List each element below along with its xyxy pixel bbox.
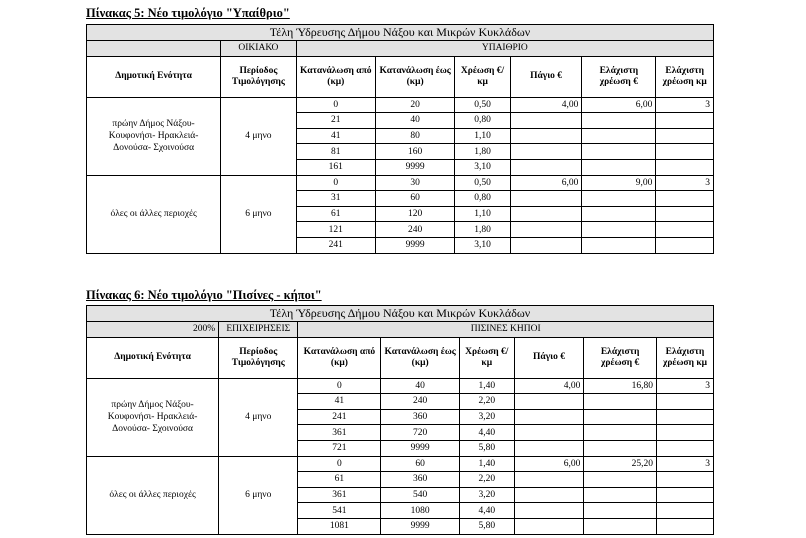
column-header: Κατανάλωση έως (κμ): [381, 337, 459, 378]
consumption-from: 0: [298, 456, 381, 472]
consumption-from: 0: [296, 97, 375, 113]
minimum-charge-m3: [656, 206, 714, 222]
column-header: Ελάχιστη χρέωση κμ: [656, 337, 713, 378]
consumption-to: 60: [375, 191, 454, 207]
charge-per-m3: 5,80: [459, 440, 514, 456]
consumption-to: 9999: [375, 159, 454, 175]
billing-period: 6 μηνο: [221, 175, 296, 253]
minimum-charge: 16,80: [584, 378, 657, 394]
fixed-fee: 6,00: [510, 175, 582, 191]
minimum-charge: [582, 206, 656, 222]
consumption-to: 540: [381, 487, 459, 503]
minimum-charge: [584, 472, 657, 488]
minimum-charge-m3: [656, 159, 714, 175]
minimum-charge: [584, 503, 657, 519]
minimum-charge: [584, 440, 657, 456]
column-header: Περίοδος Τιμολόγησης: [219, 337, 298, 378]
category-label: ΟΙΚΙΑΚΟ: [221, 41, 296, 57]
tariff-type: ΥΠΑΙΘΡΙΟ: [296, 41, 713, 57]
column-header: Δημοτική Ενότητα: [87, 337, 219, 378]
column-header: Ελάχιστη χρέωση €: [584, 337, 657, 378]
fixed-fee: [514, 472, 584, 488]
minimum-charge: [584, 425, 657, 441]
consumption-from: 41: [298, 394, 381, 410]
billing-period: 4 μηνο: [221, 97, 296, 175]
consumption-from: 721: [298, 440, 381, 456]
fixed-fee: [514, 394, 584, 410]
column-header: Χρέωση €/κμ: [455, 56, 510, 97]
fixed-fee: 6,00: [514, 456, 584, 472]
consumption-from: 121: [296, 222, 375, 238]
consumption-to: 1080: [381, 503, 459, 519]
minimum-charge: 9,00: [582, 175, 656, 191]
minimum-charge-m3: 3: [656, 97, 714, 113]
minimum-charge: [582, 191, 656, 207]
minimum-charge: [584, 394, 657, 410]
minimum-charge-m3: [656, 503, 713, 519]
column-header: Ελάχιστη χρέωση κμ: [656, 56, 714, 97]
consumption-from: 161: [296, 159, 375, 175]
consumption-from: 61: [298, 472, 381, 488]
table-row: [87, 97, 714, 113]
minimum-charge-m3: [656, 518, 713, 534]
consumption-to: 360: [381, 409, 459, 425]
tariff-table-pools-gardens: [86, 305, 714, 535]
table-row: [87, 456, 714, 472]
minimum-charge: [582, 237, 656, 253]
category-row: [87, 41, 714, 57]
minimum-charge: [582, 159, 656, 175]
title-row: [87, 25, 714, 41]
charge-per-m3: 1,10: [455, 206, 510, 222]
consumption-from: 31: [296, 191, 375, 207]
charge-per-m3: 0,80: [455, 191, 510, 207]
consumption-to: 30: [375, 175, 454, 191]
charge-per-m3: 1,80: [455, 144, 510, 160]
charge-per-m3: 1,40: [459, 456, 514, 472]
consumption-from: 0: [298, 378, 381, 394]
minimum-charge: [584, 409, 657, 425]
column-header: Δημοτική Ενότητα: [87, 56, 221, 97]
header-row: [87, 56, 714, 97]
fixed-fee: [510, 159, 582, 175]
table-row: [87, 175, 714, 191]
fixed-fee: [510, 206, 582, 222]
column-header: Κατανάλωση από (κμ): [298, 337, 381, 378]
consumption-to: 60: [381, 456, 459, 472]
municipal-unit: όλες οι άλλες περιοχές: [87, 456, 219, 534]
consumption-to: 9999: [381, 518, 459, 534]
table-title: Τέλη Ύδρευσης Δήμου Νάξου και Μικρών Κυκλάδων: [87, 306, 714, 322]
minimum-charge: [582, 128, 656, 144]
fixed-fee: [514, 440, 584, 456]
charge-per-m3: 4,40: [459, 503, 514, 519]
minimum-charge-m3: [656, 237, 714, 253]
municipal-unit: όλες οι άλλες περιοχές: [87, 175, 221, 253]
consumption-to: 240: [375, 222, 454, 238]
table5-caption: Πίνακας 5: Νέο τιμολόγιο "Υπαίθριο": [86, 6, 290, 20]
consumption-to: 360: [381, 472, 459, 488]
fixed-fee: [514, 503, 584, 519]
column-header: Κατανάλωση από (κμ): [296, 56, 375, 97]
charge-per-m3: 4,40: [459, 425, 514, 441]
fixed-fee: [510, 144, 582, 160]
fixed-fee: [510, 128, 582, 144]
consumption-to: 160: [375, 144, 454, 160]
consumption-to: 120: [375, 206, 454, 222]
consumption-from: 61: [296, 206, 375, 222]
table6-caption: Πίνακας 6: Νέο τιμολόγιο "Πισίνες - κήποι": [86, 288, 322, 302]
category-label: ΕΠΙΧΕΙΡΗΣΕΙΣ: [219, 322, 298, 338]
minimum-charge-m3: [656, 394, 713, 410]
charge-per-m3: 3,10: [455, 159, 510, 175]
consumption-from: 241: [298, 409, 381, 425]
consumption-to: 720: [381, 425, 459, 441]
consumption-from: 541: [298, 503, 381, 519]
minimum-charge: 6,00: [582, 97, 656, 113]
consumption-to: 20: [375, 97, 454, 113]
consumption-from: 81: [296, 144, 375, 160]
fixed-fee: [510, 237, 582, 253]
fixed-fee: 4,00: [514, 378, 584, 394]
consumption-to: 240: [381, 394, 459, 410]
minimum-charge: [584, 487, 657, 503]
fixed-fee: [514, 518, 584, 534]
consumption-from: 41: [296, 128, 375, 144]
column-header: Ελάχιστη χρέωση €: [582, 56, 656, 97]
minimum-charge: 25,20: [584, 456, 657, 472]
municipal-unit: πρώην Δήμος Νάξου-Κουφονήσι- Ηρακλειά-Δονούσα- Σχοινούσα: [87, 378, 219, 456]
consumption-to: 80: [375, 128, 454, 144]
category-row: [87, 322, 714, 338]
billing-period: 4 μηνο: [219, 378, 298, 456]
consumption-from: 361: [298, 487, 381, 503]
municipal-unit: πρώην Δήμος Νάξου-Κουφονήσι- Ηρακλειά-Δονούσα- Σχοινούσα: [87, 97, 221, 175]
minimum-charge-m3: 3: [656, 378, 713, 394]
charge-per-m3: 0,50: [455, 97, 510, 113]
charge-per-m3: 1,80: [455, 222, 510, 238]
minimum-charge-m3: [656, 144, 714, 160]
fixed-fee: [514, 487, 584, 503]
category-note: 200%: [87, 322, 219, 338]
header-row: [87, 337, 714, 378]
minimum-charge-m3: 3: [656, 456, 713, 472]
charge-per-m3: 3,10: [455, 237, 510, 253]
charge-per-m3: 5,80: [459, 518, 514, 534]
consumption-from: 241: [296, 237, 375, 253]
minimum-charge-m3: [656, 440, 713, 456]
fixed-fee: [514, 425, 584, 441]
minimum-charge-m3: [656, 487, 713, 503]
column-header: Πάγιο €: [514, 337, 584, 378]
consumption-to: 40: [375, 113, 454, 129]
fixed-fee: [510, 191, 582, 207]
tariff-type: ΠΙΣΙΝΕΣ ΚΗΠΟΙ: [298, 322, 714, 338]
title-row: [87, 306, 714, 322]
column-header: Χρέωση €/κμ: [459, 337, 514, 378]
minimum-charge: [582, 113, 656, 129]
consumption-from: 1081: [298, 518, 381, 534]
column-header: Κατανάλωση έως (κμ): [375, 56, 454, 97]
minimum-charge: [582, 222, 656, 238]
minimum-charge: [582, 144, 656, 160]
minimum-charge-m3: [656, 191, 714, 207]
table-row: [87, 378, 714, 394]
charge-per-m3: 1,40: [459, 378, 514, 394]
minimum-charge-m3: 3: [656, 175, 714, 191]
fixed-fee: [514, 409, 584, 425]
charge-per-m3: 0,50: [455, 175, 510, 191]
consumption-from: 21: [296, 113, 375, 129]
consumption-to: 9999: [375, 237, 454, 253]
minimum-charge-m3: [656, 222, 714, 238]
fixed-fee: [510, 222, 582, 238]
column-header: Περίοδος Τιμολόγησης: [221, 56, 296, 97]
category-note: [87, 41, 221, 57]
column-header: Πάγιο €: [510, 56, 582, 97]
charge-per-m3: 2,20: [459, 394, 514, 410]
consumption-from: 0: [296, 175, 375, 191]
minimum-charge-m3: [656, 113, 714, 129]
charge-per-m3: 3,20: [459, 487, 514, 503]
consumption-to: 40: [381, 378, 459, 394]
charge-per-m3: 0,80: [455, 113, 510, 129]
minimum-charge-m3: [656, 425, 713, 441]
billing-period: 6 μηνο: [219, 456, 298, 534]
consumption-to: 9999: [381, 440, 459, 456]
minimum-charge: [584, 518, 657, 534]
charge-per-m3: 3,20: [459, 409, 514, 425]
fixed-fee: [510, 113, 582, 129]
minimum-charge-m3: [656, 128, 714, 144]
fixed-fee: 4,00: [510, 97, 582, 113]
charge-per-m3: 2,20: [459, 472, 514, 488]
consumption-from: 361: [298, 425, 381, 441]
tariff-table-outdoor: [86, 24, 714, 254]
minimum-charge-m3: [656, 409, 713, 425]
charge-per-m3: 1,10: [455, 128, 510, 144]
minimum-charge-m3: [656, 472, 713, 488]
table-title: Τέλη Ύδρευσης Δήμου Νάξου και Μικρών Κυκλάδων: [87, 25, 714, 41]
